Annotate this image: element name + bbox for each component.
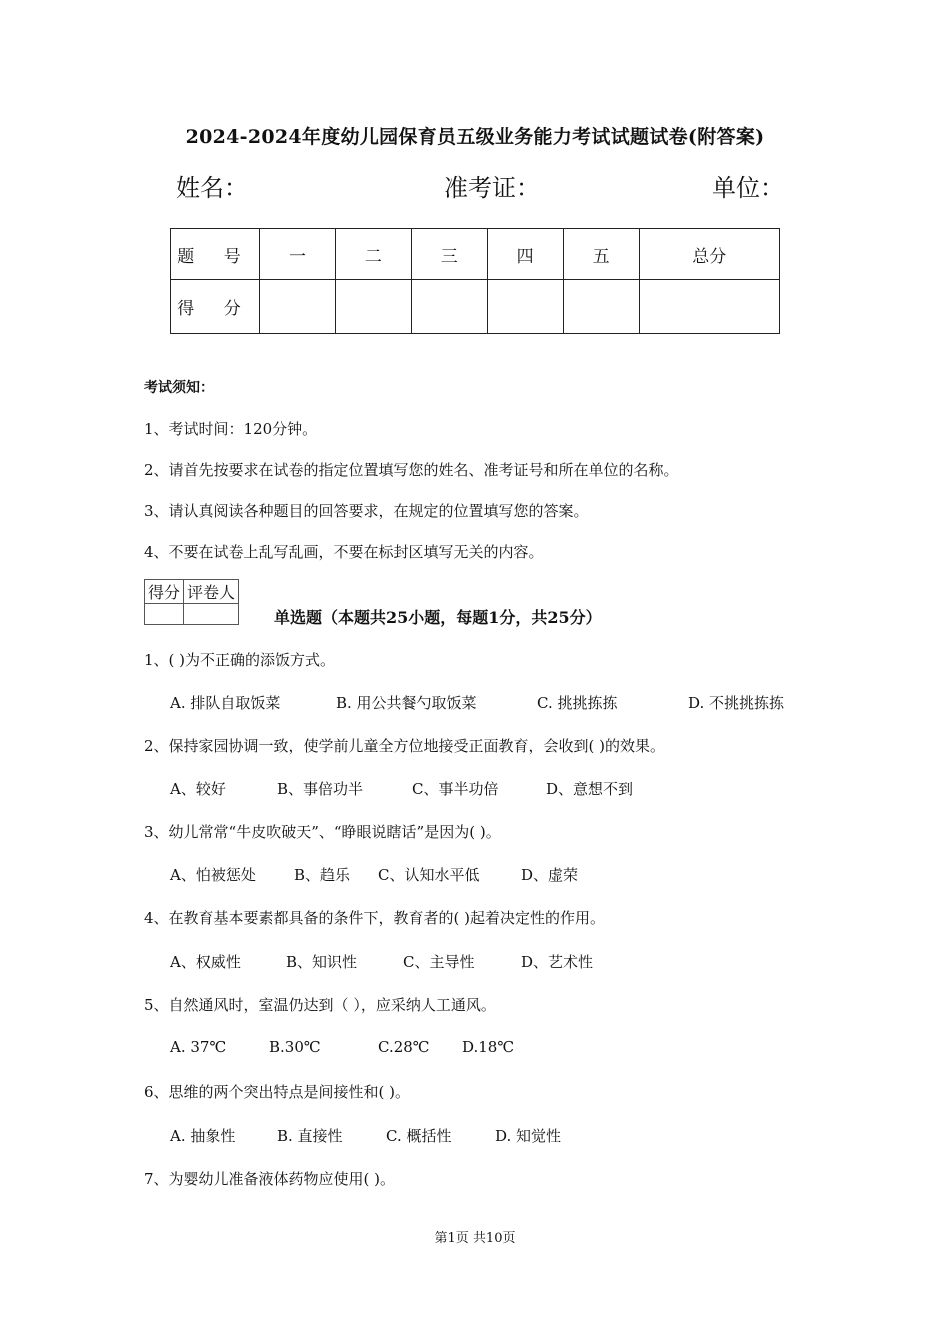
score-cell	[260, 280, 336, 334]
option-b: B、事倍功半	[277, 780, 364, 798]
section-1-header: 一	[260, 229, 336, 280]
option-b: B. 用公共餐勺取饭菜	[336, 694, 477, 712]
question-7: 7、为婴幼儿准备液体药物应使用( )。	[144, 1170, 396, 1188]
score-cell	[487, 280, 563, 334]
option-a: A. 抽象性	[170, 1127, 236, 1145]
notice-heading: 考试须知：	[144, 380, 214, 396]
page-footer: 第1页 共10页	[434, 1231, 516, 1246]
option-a: A、权威性	[170, 953, 241, 971]
unit-label: 单位：	[712, 174, 784, 202]
option-c: C.28℃	[378, 1038, 430, 1056]
section-title: 单选题（本题共25小题，每题1分，共25分）	[274, 608, 602, 627]
option-d: D、虚荣	[521, 866, 579, 884]
score-cell	[335, 280, 411, 334]
option-d: D、意想不到	[546, 780, 634, 798]
section-4-header: 四	[487, 229, 563, 280]
question-4: 4、在教育基本要素都具备的条件下，教育者的( )起着决定性的作用。	[144, 909, 606, 927]
option-a: A. 37℃	[170, 1038, 227, 1056]
question-2: 2、保持家园协调一致，使学前儿童全方位地接受正面教育，会收到( )的效果。	[144, 737, 666, 755]
score-table-header-row	[171, 229, 780, 280]
question-5: 5、自然通风时，室温仍达到（ ），应采纳人工通风。	[144, 996, 496, 1014]
option-c: C、认知水平低	[378, 866, 480, 884]
score-table-score-row	[171, 280, 780, 334]
notice-item: 3、请认真阅读各种题目的回答要求，在规定的位置填写您的答案。	[144, 502, 589, 520]
option-b: B、趋乐	[294, 866, 351, 884]
section-2-header: 二	[335, 229, 411, 280]
page-title: 2024-2024年度幼儿园保育员五级业务能力考试试题试卷(附答案)	[185, 126, 765, 148]
option-b: B、知识性	[286, 953, 358, 971]
option-a: A、怕被惩处	[170, 866, 256, 884]
grader-name-label: 评卷人	[184, 580, 239, 604]
option-b: B. 直接性	[277, 1127, 343, 1145]
question-3: 3、幼儿常常“牛皮吹破天”、“睁眼说瞎话”是因为( )。	[144, 823, 501, 841]
grader-score-cell	[145, 604, 184, 625]
grader-box	[144, 579, 239, 625]
grader-score-label: 得分	[145, 580, 184, 604]
option-c: C. 概括性	[386, 1127, 452, 1145]
grader-name-cell	[184, 604, 239, 625]
score-table	[170, 228, 780, 334]
question-1-options	[170, 692, 784, 713]
notice-item: 4、不要在试卷上乱写乱画，不要在标封区填写无关的内容。	[144, 543, 544, 561]
question-1: 1、( )为不正确的添饭方式。	[144, 651, 336, 669]
score-cell	[563, 280, 639, 334]
option-b: B.30℃	[269, 1038, 321, 1056]
option-d: D、艺术性	[521, 953, 594, 971]
score-row-label: 得 分	[171, 280, 260, 334]
exam-number-label: 准考证：	[444, 174, 540, 202]
score-cell	[411, 280, 487, 334]
section-3-header: 三	[411, 229, 487, 280]
question-4-options	[170, 951, 593, 972]
option-a: A. 排队自取饭菜	[170, 694, 281, 712]
question-6-options	[170, 1125, 561, 1146]
question-number-header: 题 号	[171, 229, 260, 280]
question-6: 6、思维的两个突出特点是间接性和( )。	[144, 1083, 411, 1101]
total-header: 总分	[639, 229, 779, 280]
question-3-options	[170, 864, 578, 885]
score-cell	[639, 280, 779, 334]
notice-item: 1、考试时间：120分钟。	[144, 420, 318, 438]
option-c: C、主导性	[403, 953, 475, 971]
name-label: 姓名：	[176, 174, 248, 202]
option-c: C、事半功倍	[412, 780, 499, 798]
section-5-header: 五	[563, 229, 639, 280]
option-c: C. 挑挑拣拣	[537, 694, 618, 712]
option-d: D. 不挑挑拣拣	[688, 694, 785, 712]
option-d: D. 知觉性	[495, 1127, 562, 1145]
option-a: A、较好	[170, 780, 226, 798]
question-2-options	[170, 778, 633, 799]
notice-item: 2、请首先按要求在试卷的指定位置填写您的姓名、准考证号和所在单位的名称。	[144, 461, 679, 479]
question-5-options	[170, 1038, 514, 1056]
option-d: D.18℃	[462, 1038, 515, 1056]
